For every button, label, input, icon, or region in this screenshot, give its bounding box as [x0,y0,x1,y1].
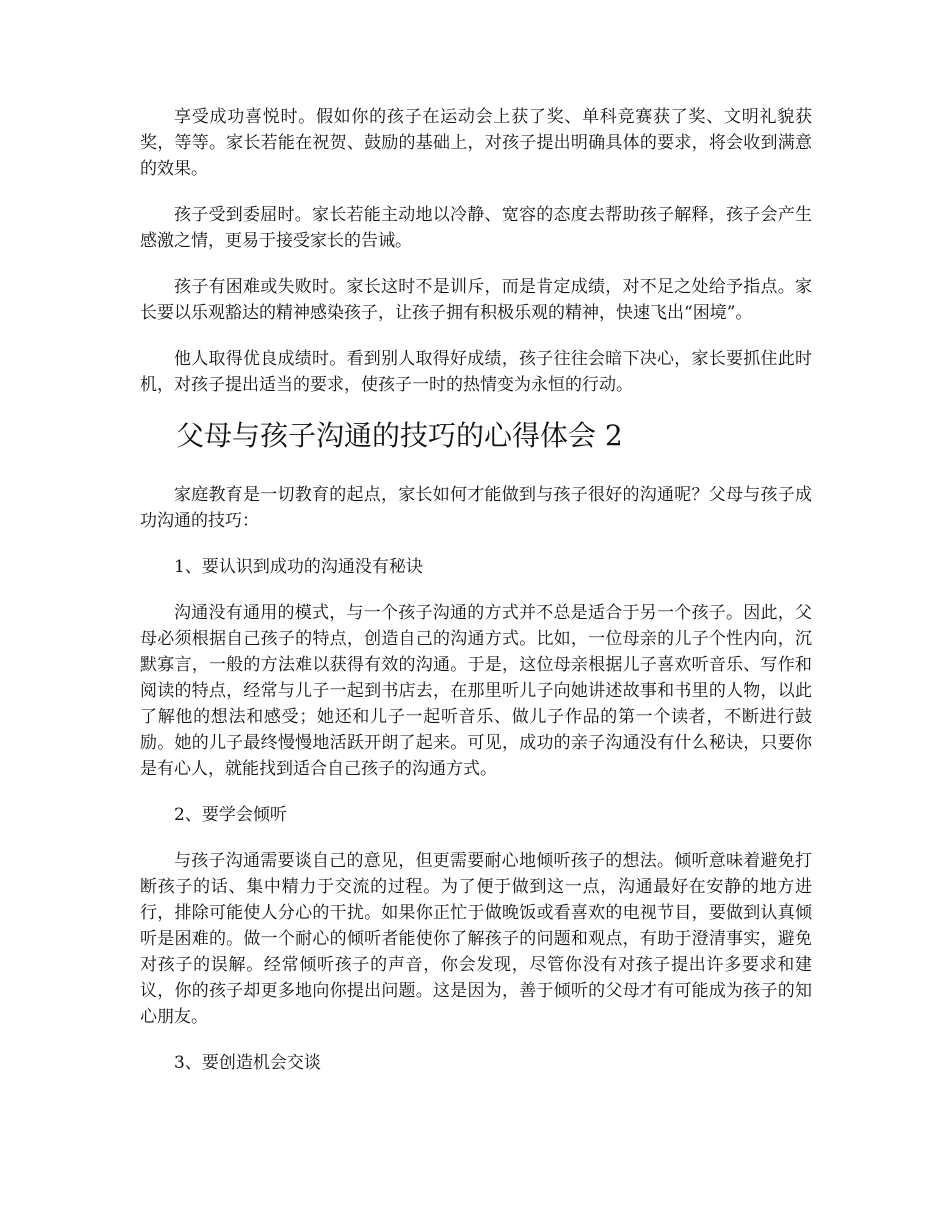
heading-no-secret: 1、要认识到成功的沟通没有秘诀 [174,557,423,577]
heading-listen: 2、要学会倾听 [174,805,287,825]
paragraph-others-success: 他人取得优良成绩时。看到别人取得好成绩，孩子往往会暗下决心，家长要抓住此时机，对孩子提出适当的要求，使孩子一时的热情变为永恒的行动。 [140,349,812,395]
paragraph-no-secret: 沟通没有通用的模式，与一个孩子沟通的方式并不总是适合于另一个孩子。因此，父母必须根据自己孩子的特点，创造自己的沟通方式。比如，一位母亲的儿子个性内向，沉默寡言，一般的方法难以获得有效的沟通。于是，这位母亲根据儿子喜欢听音乐、写作和阅读的特点，经常与儿子一起到书店去，在那里听儿子向她讲述故事和书里的人物，以此了解他的想法和感受；她还和儿子一起听音乐、做儿子作品的第一个读者，不断进行鼓励。她的儿子最终慢慢地活跃开朗了起来。可见，成功的亲子沟通没有什么秘诀，只要你是有心人，就能找到适合自己孩子的沟通方式。 [140,603,812,779]
heading-create-chances: 3、要创造机会交谈 [174,1053,321,1073]
paragraph-success-joy: 享受成功喜悦时。假如你的孩子在运动会上获了奖、单科竞赛获了奖、文明礼貌获奖，等等。家长若能在祝贺、鼓励的基础上，对孩子提出明确具体的要求，将会收到满意的效果。 [140,107,812,179]
paragraph-wronged: 孩子受到委屈时。家长若能主动地以冷静、宽容的态度去帮助孩子解释，孩子会产生感激之情，更易于接受家长的告诫。 [140,205,812,251]
section-title: 父母与孩子沟通的技巧的心得体会 2 [176,419,623,452]
paragraph-intro: 家庭教育是一切教育的起点，家长如何才能做到与孩子很好的沟通呢？父母与孩子成功沟通的技巧： [140,485,812,531]
paragraph-listen: 与孩子沟通需要谈自己的意见，但更需要耐心地倾听孩子的想法。倾听意味着避免打断孩子的话、集中精力于交流的过程。为了便于做到这一点，沟通最好在安静的地方进行，排除可能使人分心的干扰。如果你正忙于做晚饭或看喜欢的电视节目，要做到认真倾听是困难的。做一个耐心的倾听者能使你了解孩子的问题和观点，有助于澄清事实，避免对孩子的误解。经常倾听孩子的声音，你会发现，尽管你没有对孩子提出许多要求和建议，你的孩子却更多地向你提出问题。这是因为，善于倾听的父母才有可能成为孩子的知心朋友。 [140,851,812,1027]
paragraph-difficulty: 孩子有困难或失败时。家长这时不是训斥，而是肯定成绩，对不足之处给予指点。家长要以乐观豁达的精神感染孩子，让孩子拥有积极乐观的精神，快速飞出“困境”。 [140,277,812,323]
document-page [140,104,812,1076]
